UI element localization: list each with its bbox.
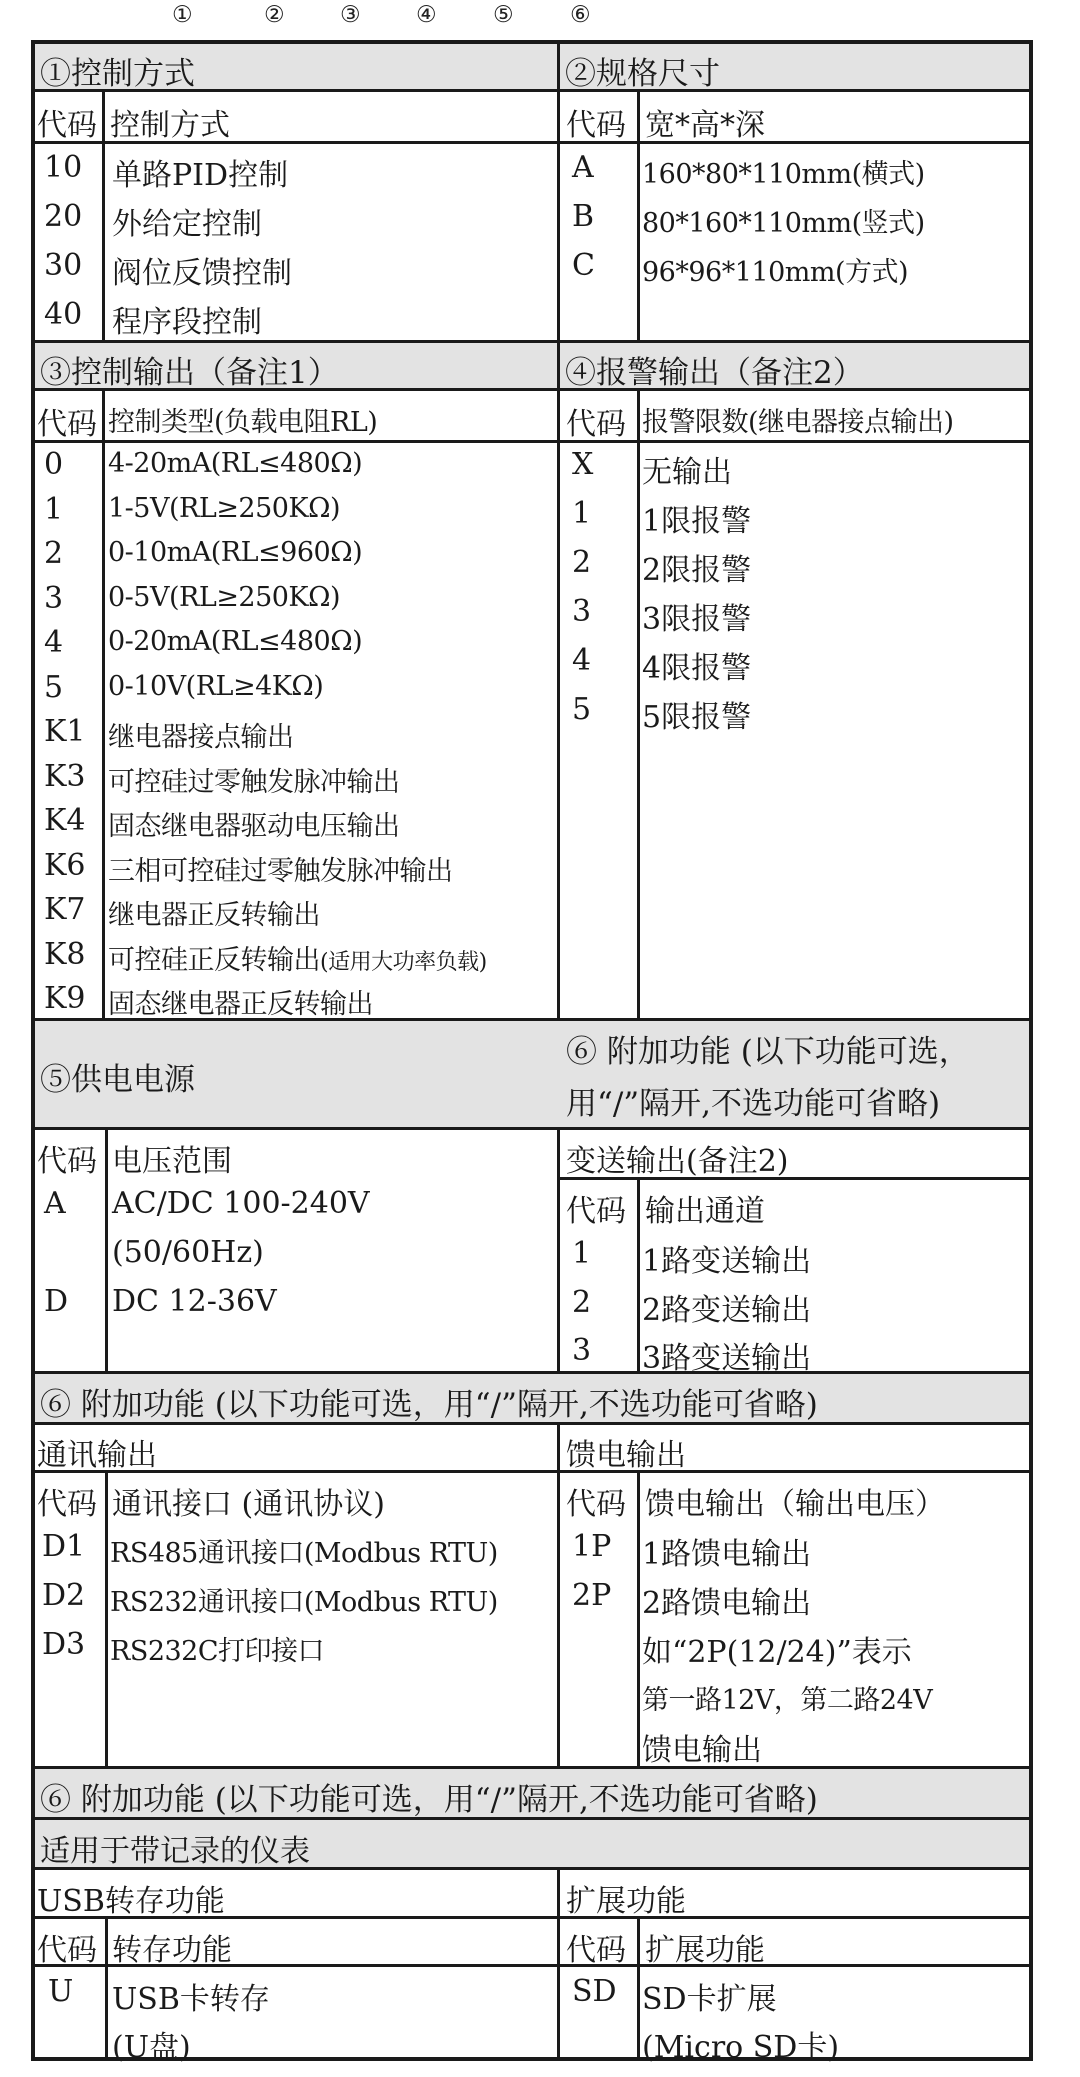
row-desc: 第一路12V，第二路24V bbox=[642, 1685, 933, 1716]
row-desc: 0-10V(RL≥4KΩ) bbox=[108, 671, 324, 702]
rule bbox=[557, 1422, 560, 1766]
row-desc: 0-10mA(RL≤960Ω) bbox=[108, 537, 363, 568]
subsection-title-extension: 扩展功能 bbox=[566, 1884, 686, 1919]
subsection-title-transmitter: 变送输出(备注2) bbox=[566, 1144, 789, 1179]
row-code: 3 bbox=[572, 594, 592, 629]
rule bbox=[637, 1470, 640, 1766]
rule bbox=[637, 1177, 640, 1371]
row-desc: RS485通讯接口(Modbus RTU) bbox=[110, 1538, 498, 1569]
row-desc: 如“2P(12/24)”表示 bbox=[642, 1635, 912, 1670]
row-code: K8 bbox=[44, 937, 86, 972]
header-desc: 馈电输出（输出电压） bbox=[645, 1487, 945, 1522]
row-code: D bbox=[44, 1284, 69, 1319]
row-desc: 固态继电器驱动电压输出 bbox=[108, 811, 400, 842]
row-code: 1 bbox=[44, 492, 64, 527]
row-desc: 外给定控制 bbox=[112, 207, 262, 242]
row-code: 4 bbox=[572, 643, 592, 678]
header-code: 代码 bbox=[566, 1487, 626, 1522]
row-code: D2 bbox=[42, 1578, 86, 1613]
subsection-title-feed-output: 馈电输出 bbox=[566, 1438, 686, 1473]
row-code: 4 bbox=[44, 625, 64, 660]
row-code: D3 bbox=[42, 1627, 86, 1662]
row-desc: 160*80*110mm(横式) bbox=[642, 159, 925, 190]
row-desc: (50/60Hz) bbox=[112, 1235, 264, 1270]
row-desc: (U盘) bbox=[112, 2030, 191, 2065]
row-code: K6 bbox=[44, 848, 86, 883]
row-desc: 阀位反馈控制 bbox=[112, 256, 292, 291]
row-desc: 0-5V(RL≥250KΩ) bbox=[108, 582, 341, 613]
section-title-power-supply: ⑤供电电源 bbox=[40, 1062, 195, 1098]
row-desc: 1-5V(RL≥250KΩ) bbox=[108, 493, 341, 524]
row-code: 1 bbox=[572, 1236, 592, 1271]
row-code: 40 bbox=[44, 297, 83, 332]
rule bbox=[31, 1127, 1033, 1130]
row-code: B bbox=[572, 199, 595, 234]
rule bbox=[31, 1766, 1033, 1769]
rule bbox=[105, 1470, 108, 1766]
row-code: K3 bbox=[44, 759, 86, 794]
row-desc: 馈电输出 bbox=[642, 1733, 762, 1768]
row-desc: DC 12-36V bbox=[112, 1284, 277, 1319]
column-number: ② bbox=[264, 2, 285, 28]
row-code: U bbox=[48, 1974, 74, 2009]
header-desc: 转存功能 bbox=[112, 1933, 232, 1968]
row-desc: SD卡扩展 bbox=[642, 1982, 777, 2017]
header-code: 代码 bbox=[37, 1933, 97, 1968]
header-code: 代码 bbox=[566, 407, 626, 442]
rule bbox=[637, 388, 640, 1018]
row-desc: 可控硅过零触发脉冲输出 bbox=[108, 767, 400, 798]
header-code: 代码 bbox=[566, 108, 626, 143]
header-desc: 通讯接口 (通讯协议) bbox=[112, 1487, 385, 1522]
row-code: K4 bbox=[44, 803, 86, 838]
row-code: C bbox=[572, 248, 595, 283]
rule bbox=[31, 440, 1033, 443]
column-number: ③ bbox=[340, 2, 361, 28]
rule bbox=[637, 89, 640, 340]
section-title-extra-functions-line2: 用“/”隔开,不选功能可省略) bbox=[566, 1086, 941, 1122]
row-desc: 4限报警 bbox=[642, 651, 752, 686]
rule bbox=[557, 1867, 560, 2061]
row-desc: 1路馈电输出 bbox=[642, 1537, 812, 1572]
row-desc: 80*160*110mm(竖式) bbox=[642, 208, 925, 239]
column-number: ⑤ bbox=[493, 2, 514, 28]
row-desc: 3路变送输出 bbox=[642, 1341, 812, 1376]
header-code: 代码 bbox=[37, 407, 97, 442]
section-title-dimensions: ②规格尺寸 bbox=[565, 56, 720, 92]
row-code: A bbox=[572, 150, 594, 185]
row-desc: 1路变送输出 bbox=[642, 1244, 812, 1279]
row-code: SD bbox=[572, 1974, 617, 2009]
row-code: 20 bbox=[44, 199, 83, 234]
header-desc: 宽*高*深 bbox=[645, 108, 765, 143]
section-title-extra-functions: ⑥ 附加功能 (以下功能可选，用“/”隔开,不选功能可省略) bbox=[40, 1387, 818, 1423]
header-desc: 控制类型(负载电阻RL) bbox=[108, 407, 378, 438]
section-title-extra-functions: ⑥ 附加功能 (以下功能可选，用“/”隔开,不选功能可省略) bbox=[40, 1782, 818, 1818]
section-title-alarm-output: ④报警输出（备注2） bbox=[565, 355, 864, 391]
header-desc: 扩展功能 bbox=[645, 1933, 765, 1968]
row-code: 5 bbox=[44, 670, 64, 705]
row-desc: 4-20mA(RL≤480Ω) bbox=[108, 448, 363, 479]
row-code: 1 bbox=[572, 496, 592, 531]
row-code: 2 bbox=[572, 1285, 592, 1320]
row-desc: 单路PID控制 bbox=[112, 158, 289, 193]
row-code: A bbox=[44, 1186, 66, 1221]
subsection-title-communication: 通讯输出 bbox=[37, 1438, 157, 1473]
row-code: 10 bbox=[44, 150, 83, 185]
subsection-title-usb: USB转存功能 bbox=[37, 1884, 225, 1919]
rule bbox=[102, 89, 105, 340]
row-desc: 固态继电器正反转输出 bbox=[108, 989, 373, 1020]
rule bbox=[102, 388, 105, 1018]
row-desc: (Micro SD卡) bbox=[642, 2030, 840, 2065]
row-desc: 2路馈电输出 bbox=[642, 1586, 812, 1621]
header-desc: 电压范围 bbox=[112, 1144, 232, 1179]
row-code: D1 bbox=[42, 1529, 86, 1564]
row-desc-main: 可控硅正反转输出 bbox=[108, 945, 320, 976]
section-title-control-output: ③控制输出（备注1） bbox=[40, 355, 339, 391]
column-number: ① bbox=[172, 2, 193, 28]
row-code: 3 bbox=[44, 581, 64, 616]
rule bbox=[557, 1127, 560, 1371]
header-code: 代码 bbox=[37, 1487, 97, 1522]
rule bbox=[31, 1371, 1033, 1374]
row-desc: 1限报警 bbox=[642, 504, 752, 539]
row-code: 2 bbox=[572, 545, 592, 580]
row-code: K1 bbox=[44, 714, 86, 749]
row-desc: 程序段控制 bbox=[112, 305, 262, 340]
row-desc: 三相可控硅过零触发脉冲输出 bbox=[108, 856, 453, 887]
row-code: X bbox=[572, 447, 594, 482]
section-title-control-mode: ①控制方式 bbox=[40, 56, 195, 92]
row-code: 2P bbox=[572, 1578, 612, 1613]
column-number-row bbox=[0, 2, 1080, 32]
row-desc: 2路变送输出 bbox=[642, 1293, 812, 1328]
row-desc bbox=[108, 938, 487, 977]
row-desc: 继电器正反转输出 bbox=[108, 900, 320, 931]
row-desc-note: (适用大功率负载) bbox=[320, 950, 487, 975]
rule bbox=[557, 40, 560, 1021]
row-desc: 无输出 bbox=[642, 455, 732, 490]
row-desc: RS232C打印接口 bbox=[110, 1636, 325, 1667]
row-desc: 96*96*110mm(方式) bbox=[642, 257, 909, 288]
header-code: 代码 bbox=[37, 108, 97, 143]
rule bbox=[105, 1916, 108, 2061]
header-desc: 控制方式 bbox=[110, 108, 230, 143]
row-code: 1P bbox=[572, 1529, 612, 1564]
column-number: ④ bbox=[416, 2, 437, 28]
row-desc: AC/DC 100-240V bbox=[112, 1186, 370, 1221]
subsection-title-recorder: 适用于带记录的仪表 bbox=[40, 1834, 310, 1869]
row-code: 0 bbox=[44, 447, 64, 482]
rule bbox=[637, 1916, 640, 2061]
column-number: ⑥ bbox=[570, 2, 591, 28]
row-code: 3 bbox=[572, 1333, 592, 1368]
header-desc: 输出通道 bbox=[645, 1194, 765, 1229]
row-code: K9 bbox=[44, 981, 86, 1016]
row-code: 30 bbox=[44, 248, 83, 283]
row-desc: 3限报警 bbox=[642, 602, 752, 637]
row-desc: 0-20mA(RL≤480Ω) bbox=[108, 626, 363, 657]
row-desc: USB卡转存 bbox=[112, 1982, 270, 2017]
rule bbox=[31, 1470, 1033, 1473]
header-code: 代码 bbox=[566, 1933, 626, 1968]
row-desc: 继电器接点输出 bbox=[108, 722, 294, 753]
row-code: K7 bbox=[44, 892, 86, 927]
header-code: 代码 bbox=[37, 1144, 97, 1179]
row-desc: RS232通讯接口(Modbus RTU) bbox=[110, 1587, 498, 1618]
row-desc: 2限报警 bbox=[642, 553, 752, 588]
row-desc: 5限报警 bbox=[642, 700, 752, 735]
row-code: 5 bbox=[572, 692, 592, 727]
header-code: 代码 bbox=[566, 1194, 626, 1229]
rule bbox=[105, 1127, 108, 1371]
row-code: 2 bbox=[44, 536, 64, 571]
section-title-extra-functions: ⑥ 附加功能 (以下功能可选， bbox=[566, 1034, 970, 1070]
header-desc: 报警限数(继电器接点输出) bbox=[642, 407, 954, 438]
